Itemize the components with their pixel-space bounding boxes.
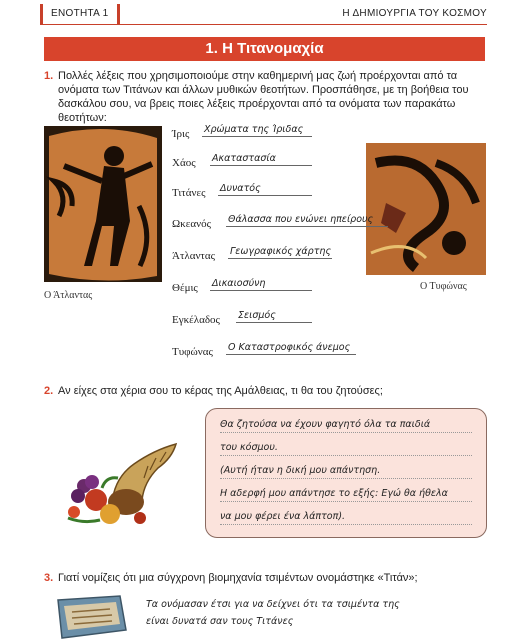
cornucopia-image xyxy=(54,438,182,530)
cornucopia-illustration xyxy=(54,438,182,530)
answer-field: Δυνατός xyxy=(218,183,312,196)
word-label: Τυφώνας xyxy=(172,346,213,358)
word-label: Χάος xyxy=(172,157,196,169)
q3-answer-line-1: Τα ονόμασαν έτσι για να δείχνει ότι τα τσιμέντα της xyxy=(146,599,400,610)
cement-bag-illustration xyxy=(50,594,130,640)
answer-line: του κόσμου. xyxy=(220,442,472,456)
caption-typhon: Ο Τυφώνας xyxy=(420,281,467,292)
word-label: Ίρις xyxy=(172,128,190,140)
answer-field: Ο Καταστροφικός άνεμος xyxy=(226,342,356,355)
chapter-title: Η ΔΗΜΙΟΥΡΓΙΑ ΤΟΥ ΚΟΣΜΟΥ xyxy=(342,8,487,19)
q1-number: 1. xyxy=(44,70,54,82)
answer-field: Δικαιοσύνη xyxy=(210,278,312,291)
cement-bag-image xyxy=(50,594,130,640)
word-label: Ωκεανός xyxy=(172,218,211,230)
word-label: Τιτάνες xyxy=(172,187,206,199)
answer-field: Σεισμός xyxy=(236,310,312,323)
answer-line: να μου φέρει ένα λάπτοπ). xyxy=(220,511,472,525)
answer-line: Η αδερφή μου απάντησε το εξής: Εγώ θα ήθελα xyxy=(220,488,472,502)
lesson-title: 1. Η Τιτανομαχία xyxy=(44,37,485,61)
answer-field: Χρώματα της Ίριδας xyxy=(202,124,312,137)
q1-text: Πολλές λέξεις που χρησιμοποιούμε στην καθημερινή μας ζωή προέρχονται από τα ονόματα των Τιτάνων και άλλων μυθικών θεοτήτων. Προσπάθησε, με τη βοήθεια του δασκάλου σου, να βρεις ποιες λέξεις προέρχονται από τα ονόματα των παρακάτω θεοτήτων: xyxy=(58,70,469,124)
word-label: Εγκέλαδος xyxy=(172,314,220,326)
answer-box xyxy=(205,408,487,538)
answer-field: Ακαταστασία xyxy=(210,153,312,166)
caption-atlas: Ο Άτλαντας xyxy=(44,290,93,301)
q3-number: 3. xyxy=(44,572,54,584)
atlas-illustration xyxy=(44,126,162,282)
answer-field: Θάλασσα που ενώνει ηπείρους xyxy=(226,214,388,227)
atlas-vase-image xyxy=(44,126,162,282)
q2-text: Αν είχες στα χέρια σου το κέρας της Αμάλθειας, τι θα του ζητούσες; xyxy=(58,385,383,397)
answer-field: Γεωγραφικός χάρτης xyxy=(230,246,332,257)
answer-line: Θα ζητούσα να έχουν φαγητό όλα τα παιδιά xyxy=(220,419,472,433)
answer-line: (Αυτή ήταν η δική μου απάντηση. xyxy=(220,465,472,479)
typhon-illustration xyxy=(366,143,486,275)
q3-text: Γιατί νομίζεις ότι μια σύγχρονη βιομηχανία τσιμέντων ονομάστηκε «Τιτάν»; xyxy=(58,572,418,584)
q3-answer-line-2: είναι δυνατά σαν τους Τιτάνες xyxy=(146,616,294,627)
header-divider xyxy=(40,24,487,25)
q2-number: 2. xyxy=(44,385,54,397)
word-label: Θέμις xyxy=(172,282,198,294)
unit-label: ΕΝΟΤΗΤΑ 1 xyxy=(40,4,120,24)
word-label: Άτλαντας xyxy=(172,250,215,262)
typhon-vase-image xyxy=(366,143,486,275)
